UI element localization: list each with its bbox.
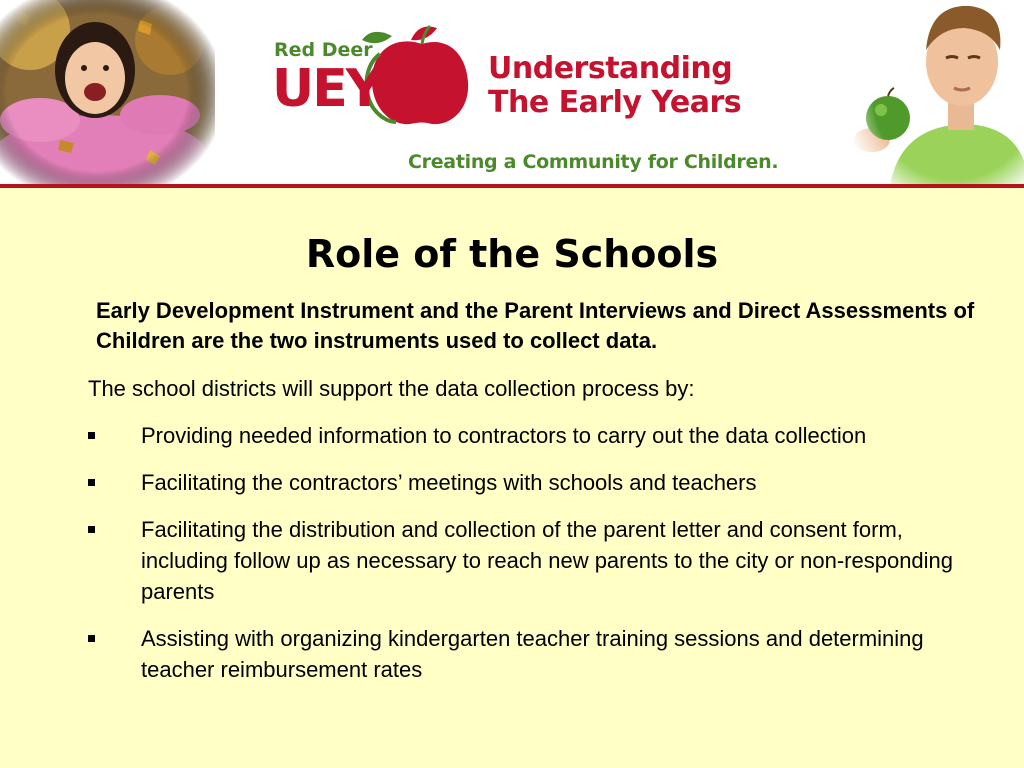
uey-logo bbox=[272, 14, 472, 126]
bullet-text: Facilitating the distribution and collection of the parent letter and consent form, including follow up as necessary to reach new parents to the city or non-responding parents bbox=[141, 517, 954, 604]
bullet-item bbox=[88, 420, 988, 451]
bullet-item bbox=[88, 467, 988, 498]
square-bullet-icon bbox=[88, 635, 95, 642]
header-banner bbox=[0, 0, 1024, 186]
logo-city-text: Red Deer bbox=[274, 39, 373, 61]
photo-boy-with-apple bbox=[850, 0, 1024, 186]
square-bullet-icon bbox=[88, 432, 95, 439]
tagline: Creating a Community for Children. bbox=[408, 151, 779, 173]
brand-title-line2: The Early Years bbox=[488, 85, 742, 120]
square-bullet-icon bbox=[88, 479, 95, 486]
brand-title bbox=[488, 52, 741, 120]
bullet-text: Assisting with organizing kindergarten teacher training sessions and determining teacher reimbursement rates bbox=[141, 626, 924, 682]
slide-title: Role of the Schools bbox=[305, 232, 719, 276]
bullet-item bbox=[88, 623, 988, 685]
bullet-list bbox=[88, 420, 988, 701]
photo-girl-in-leaves bbox=[0, 0, 215, 186]
logo-acronym-text: UEY bbox=[272, 59, 382, 119]
intro-text: The school districts will support the data collection process by: bbox=[88, 376, 695, 401]
bullet-text: Providing needed information to contractors to carry out the data collection bbox=[141, 423, 867, 448]
header-divider bbox=[0, 184, 1024, 188]
bullet-item bbox=[88, 514, 988, 607]
slide-subtitle: Early Development Instrument and the Parent Interviews and Direct Assessments of Children are the two instruments used to collect data. bbox=[96, 298, 975, 353]
square-bullet-icon bbox=[88, 526, 95, 533]
bullet-text: Facilitating the contractors’ meetings with schools and teachers bbox=[141, 470, 757, 495]
apple-icon bbox=[372, 41, 468, 124]
brand-title-line1: Understanding bbox=[488, 51, 733, 86]
